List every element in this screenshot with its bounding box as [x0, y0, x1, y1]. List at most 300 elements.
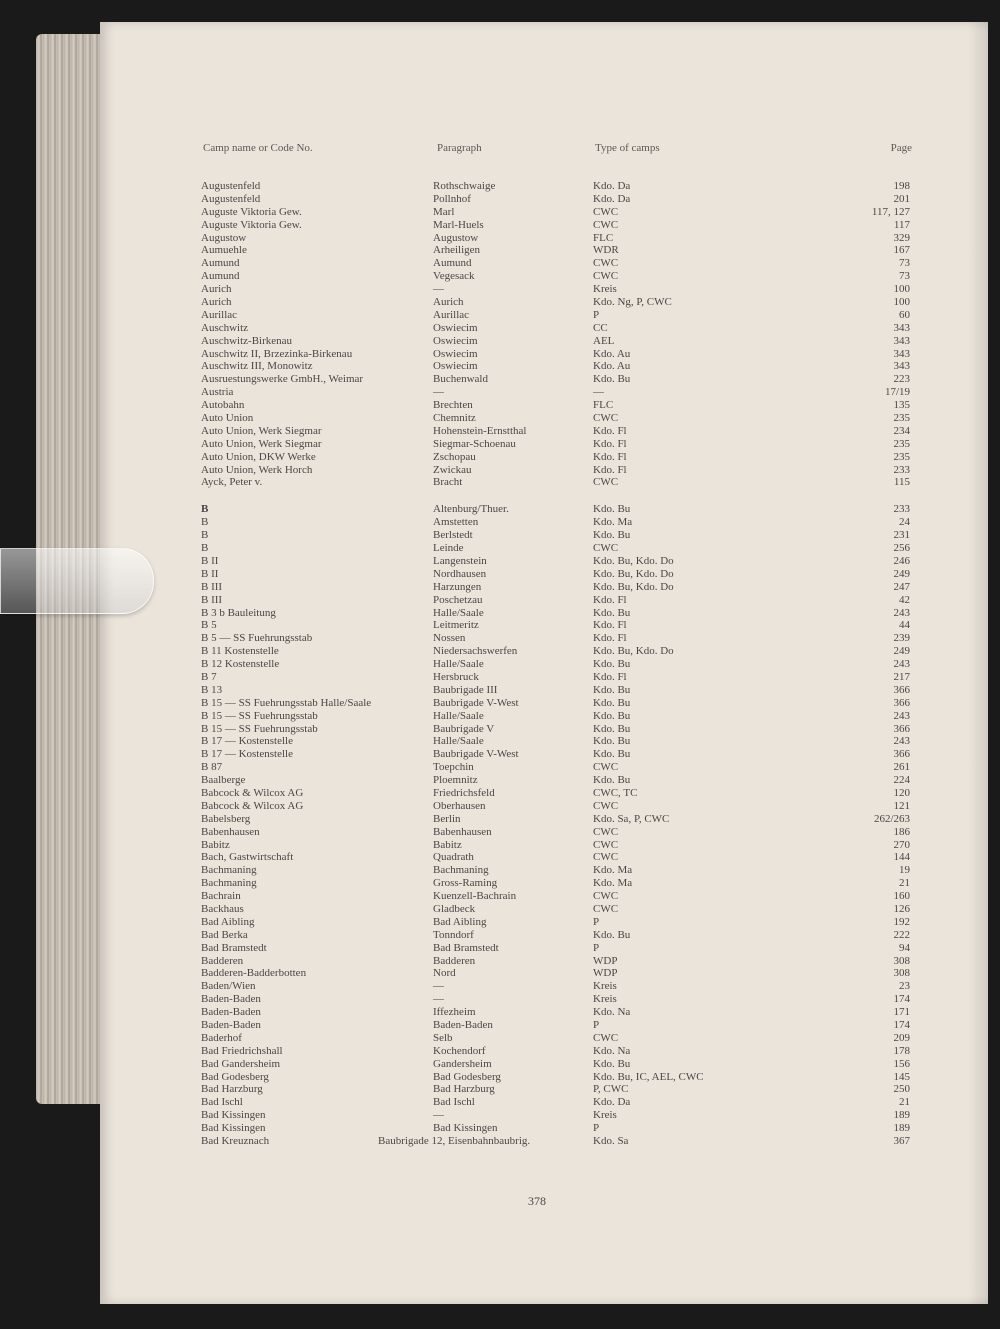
entry-page: 94: [899, 941, 910, 954]
entry-type: Kreis: [593, 283, 617, 296]
entry-type: Kdo. Bu: [593, 503, 631, 516]
entry-paragraph: Toepchin: [433, 761, 474, 774]
entry-camp-name: Aurich: [201, 283, 232, 296]
entry-camp-name: Baderhof: [201, 1031, 242, 1044]
entry-type: Kdo. Bu: [593, 928, 631, 941]
entry-paragraph: Baubrigade III: [433, 683, 498, 696]
entry-type: Kdo. Da: [593, 1096, 631, 1109]
entry-page: 366: [893, 748, 910, 761]
entry-page: 189: [893, 1122, 910, 1135]
index-entry: [100, 993, 988, 1006]
entry-paragraph: Gross-Raming: [433, 877, 498, 890]
index-entry: [100, 723, 988, 736]
index-entry: [100, 710, 988, 723]
entry-page: 235: [893, 412, 910, 425]
entry-camp-name: B 11 Kostenstelle: [201, 645, 279, 658]
index-entry: [100, 451, 988, 464]
index-entry: [100, 386, 988, 399]
entry-paragraph: Tonndorf: [433, 928, 474, 941]
entry-type: CWC: [593, 761, 619, 774]
entry-type: Kdo. Fl: [593, 437, 627, 450]
entry-paragraph: Bracht: [433, 476, 463, 489]
entry-page: 209: [893, 1031, 910, 1044]
entry-camp-name: B 7: [201, 670, 217, 683]
entry-paragraph: —: [433, 993, 444, 1006]
entry-type: Kdo. Ng, P, CWC: [593, 296, 672, 309]
index-entry: [100, 1006, 988, 1019]
entry-page: 249: [893, 567, 910, 580]
entry-camp-name: B 5 — SS Fuehrungsstab: [201, 632, 313, 645]
entry-type: WDR: [593, 244, 619, 257]
entry-paragraph: Halle/Saale: [433, 735, 484, 748]
entry-paragraph: Gladbeck: [433, 902, 476, 915]
entry-page: 243: [893, 606, 910, 619]
entry-page: 198: [893, 180, 910, 192]
entry-camp-name: B 15 — SS Fuehrungsstab Halle/Saale: [201, 696, 372, 709]
entry-camp-name: Augustenfeld: [201, 192, 261, 205]
index-entry: [100, 980, 988, 993]
entry-page: 186: [893, 825, 910, 838]
index-entry: [100, 1071, 988, 1084]
entry-paragraph: Zschopau: [433, 450, 476, 463]
entry-page: 247: [893, 580, 910, 593]
entry-page: 192: [893, 915, 910, 928]
entry-paragraph: Baubrigade V: [433, 722, 495, 735]
entry-page: 343: [893, 321, 910, 334]
entry-page: 42: [899, 593, 910, 606]
index-entry: [100, 296, 988, 309]
entry-paragraph: Halle/Saale: [433, 709, 484, 722]
index-entry: [100, 813, 988, 826]
entry-page: 145: [893, 1070, 910, 1083]
entry-camp-name: Aurillac: [201, 308, 238, 321]
entry-paragraph: Harzungen: [433, 580, 482, 593]
column-headers: [100, 142, 988, 158]
entry-camp-name: Backhaus: [201, 902, 244, 915]
entry-page: 174: [893, 993, 910, 1006]
entry-camp-name: Babitz: [201, 838, 230, 851]
entry-page: 117: [893, 218, 910, 231]
section-gap: [100, 489, 988, 503]
entry-paragraph: Rothschwaige: [433, 180, 496, 192]
index-entry: [100, 270, 988, 283]
index-entry: [100, 1032, 988, 1045]
entry-page: 126: [893, 902, 910, 915]
entry-page: 19: [899, 864, 910, 877]
entry-camp-name: B 17 — Kostenstelle: [201, 748, 293, 761]
entry-paragraph: Marl: [433, 205, 455, 218]
entry-page: 21: [899, 1096, 910, 1109]
entry-paragraph: Zwickau: [433, 463, 472, 476]
entry-page: 60: [899, 308, 910, 321]
entry-camp-name: Bad Godesberg: [201, 1070, 269, 1083]
entry-paragraph: Augustow: [433, 231, 479, 244]
entry-camp-name: B II: [201, 567, 219, 580]
entry-page: 201: [893, 192, 910, 205]
entry-camp-name: Augustenfeld: [201, 180, 261, 192]
entry-type: Kdo. Bu: [593, 529, 631, 542]
entry-page: 262/263: [873, 812, 910, 825]
entry-paragraph: Nordhausen: [433, 567, 487, 580]
entry-paragraph: Bad Godesberg: [433, 1070, 501, 1083]
entry-page: 167: [893, 244, 910, 257]
entry-camp-name: Aumund: [201, 270, 240, 283]
entry-page: 366: [893, 683, 910, 696]
index-entry: [100, 322, 988, 335]
index-entry: [100, 257, 988, 270]
entry-paragraph: —: [433, 386, 444, 399]
entry-camp-name: Badderen-Badderbotten: [201, 967, 307, 980]
entry-type: Kdo. Na: [593, 1006, 631, 1019]
entry-type: Kdo. Sa, P, CWC: [593, 812, 670, 825]
entry-paragraph: Babitz: [433, 838, 462, 851]
entry-page: 17/19: [884, 386, 910, 399]
entry-type: Kdo. Bu: [593, 748, 631, 761]
entry-page: 235: [893, 450, 910, 463]
entry-camp-name: B 15 — SS Fuehrungsstab: [201, 722, 318, 735]
index-entry: [100, 542, 988, 555]
entry-type: Kdo. Fl: [593, 593, 627, 606]
index-entry: [100, 1045, 988, 1058]
entry-type: Kdo. Bu: [593, 735, 631, 748]
entry-camp-name: Bad Aibling: [201, 915, 255, 928]
entry-camp-name: Bad Harzburg: [201, 1083, 263, 1096]
entry-page: 250: [893, 1083, 910, 1096]
entry-camp-name: Auto Union, Werk Siegmar: [201, 424, 322, 437]
entry-camp-name: Babcock & Wilcox AG: [201, 799, 304, 812]
entry-paragraph: Halle/Saale: [433, 658, 484, 671]
index-entry: [100, 774, 988, 787]
entry-page: 135: [893, 399, 910, 412]
entry-page: 171: [893, 1006, 910, 1019]
entry-type: Kdo. Fl: [593, 619, 627, 632]
entry-page: 233: [893, 503, 910, 516]
index-entry: [100, 864, 988, 877]
entry-type: CWC: [593, 1031, 619, 1044]
entry-page: 224: [893, 774, 910, 787]
index-entry: [100, 180, 988, 193]
entry-page: 178: [893, 1044, 910, 1057]
entry-type: CWC: [593, 218, 619, 231]
entry-camp-name: B: [201, 529, 209, 542]
entry-type: P: [593, 1122, 600, 1135]
entry-type: Kdo. Bu, IC, AEL, CWC: [593, 1070, 704, 1083]
entry-type: Kreis: [593, 1109, 617, 1122]
entry-camp-name: Austria: [201, 386, 234, 399]
entry-type: Kreis: [593, 993, 617, 1006]
entry-page: 308: [893, 967, 910, 980]
index-entry: [100, 903, 988, 916]
entry-type: Kdo. Fl: [593, 632, 627, 645]
entry-camp-name: Aurich: [201, 296, 232, 309]
entry-paragraph: Vegesack: [433, 270, 475, 283]
entry-paragraph: Leitmeritz: [433, 619, 479, 632]
entry-page: 217: [893, 670, 910, 683]
entry-paragraph: Berlin: [433, 812, 461, 825]
entry-paragraph: Pollnhof: [433, 192, 471, 205]
entry-camp-name: Auschwitz: [201, 321, 249, 334]
index-entry: [100, 193, 988, 206]
entry-type: CWC: [593, 205, 619, 218]
index-entry: [100, 1096, 988, 1109]
index-entry: [100, 399, 988, 412]
entry-page: 366: [893, 696, 910, 709]
index-entry: [100, 568, 988, 581]
entry-page: 73: [899, 257, 910, 270]
entry-paragraph: Niedersachswerfen: [433, 645, 518, 658]
index-entry: [100, 348, 988, 361]
entry-type: Kdo. Bu: [593, 774, 631, 787]
entry-paragraph: Chemnitz: [433, 412, 476, 425]
page-holder-clip: [0, 548, 154, 614]
entry-page: 343: [893, 334, 910, 347]
entry-type: Kdo. Bu, Kdo. Do: [593, 645, 674, 658]
entry-paragraph: Siegmar-Schoenau: [433, 437, 516, 450]
entry-paragraph: Aurich: [433, 296, 464, 309]
header-page: Page: [890, 142, 912, 154]
index-entry: [100, 244, 988, 257]
entry-page: 160: [893, 890, 910, 903]
document-page: [100, 22, 988, 1304]
index-entry: [100, 839, 988, 852]
entry-paragraph: Langenstein: [433, 554, 487, 567]
entry-type: CWC: [593, 476, 619, 489]
entry-paragraph: Baden-Baden: [433, 1019, 493, 1031]
entry-type: Kdo. Fl: [593, 463, 627, 476]
entry-page: 189: [893, 1109, 910, 1122]
entry-type: WDP: [593, 967, 618, 980]
entry-paragraph: Oswiecim: [433, 321, 478, 334]
entry-camp-name: Baden/Wien: [201, 980, 256, 993]
entry-camp-name: Babcock & Wilcox AG: [201, 786, 304, 799]
entry-paragraph: Leinde: [433, 542, 464, 555]
entry-page: 73: [899, 270, 910, 283]
entry-paragraph: Brechten: [433, 399, 473, 412]
entry-type: P, CWC: [593, 1083, 629, 1096]
entry-camp-name: Bad Kreuznach: [201, 1135, 270, 1148]
entry-type: Kdo. Da: [593, 192, 631, 205]
entry-page: 174: [893, 1019, 910, 1031]
entry-type: Kdo. Bu, Kdo. Do: [593, 554, 674, 567]
entry-paragraph: Baubrigade 12, Eisenbahnbaubrig.: [378, 1135, 531, 1148]
entry-page: 120: [893, 786, 910, 799]
entry-camp-name: Aumuehle: [201, 244, 247, 257]
entry-camp-name: Auschwitz III, Monowitz: [201, 360, 313, 373]
entry-camp-name: Auschwitz II, Brzezinka-Birkenau: [201, 347, 353, 360]
index-entry: [100, 581, 988, 594]
entry-camp-name: B 15 — SS Fuehrungsstab: [201, 709, 318, 722]
index-entry: [100, 476, 988, 489]
entry-type: P: [593, 308, 600, 321]
entry-type: FLC: [593, 399, 614, 412]
entry-camp-name: Babelsberg: [201, 812, 251, 825]
entry-paragraph: Buchenwald: [433, 373, 488, 386]
entry-page: 239: [893, 632, 910, 645]
entry-type: Kdo. Au: [593, 360, 631, 373]
entry-camp-name: B 12 Kostenstelle: [201, 658, 280, 671]
entry-paragraph: Arheiligen: [433, 244, 481, 257]
entry-type: Kdo. Bu: [593, 658, 631, 671]
entry-type: CC: [593, 321, 608, 334]
index-entry: [100, 826, 988, 839]
entry-paragraph: Oberhausen: [433, 799, 486, 812]
index-entry: [100, 373, 988, 386]
entry-page: 100: [893, 296, 910, 309]
entry-camp-name: Auguste Viktoria Gew.: [201, 205, 302, 218]
index-entry: [100, 438, 988, 451]
entry-type: AEL: [593, 334, 615, 347]
entry-page: 343: [893, 360, 910, 373]
entry-camp-name: Bachmaning: [201, 877, 257, 890]
entry-type: Kdo. Na: [593, 1044, 631, 1057]
index-entry: [100, 748, 988, 761]
index-entry: [100, 232, 988, 245]
entry-camp-name: Auto Union, Werk Siegmar: [201, 437, 322, 450]
entry-page: 246: [893, 554, 910, 567]
entry-camp-name: Auto Union, Werk Horch: [201, 463, 313, 476]
entry-page: 121: [893, 799, 910, 812]
entry-paragraph: Baubrigade V-West: [433, 748, 519, 761]
entry-type: P: [593, 941, 600, 954]
page-number: 378: [528, 1194, 546, 1208]
entry-type: WDP: [593, 954, 618, 967]
index-entry: [100, 619, 988, 632]
entry-type: —: [593, 386, 604, 399]
entry-page: 100: [893, 283, 910, 296]
entry-type: Kdo. Ma: [593, 516, 633, 529]
entry-camp-name: Baden-Baden: [201, 993, 261, 1006]
index-entry: [100, 607, 988, 620]
entry-paragraph: Aurillac: [433, 308, 470, 321]
entry-camp-name: Bad Kissingen: [201, 1122, 266, 1135]
entry-type: P: [593, 915, 600, 928]
index-entry: [100, 1019, 988, 1032]
entry-paragraph: —: [433, 1109, 444, 1122]
entry-page: 343: [893, 347, 910, 360]
index-entry: [100, 1122, 988, 1135]
index-entry: [100, 1083, 988, 1096]
entry-type: Kdo. Bu, Kdo. Do: [593, 580, 674, 593]
entry-paragraph: Nord: [433, 967, 456, 980]
index-entry: [100, 206, 988, 219]
entry-type: Kdo. Bu: [593, 1057, 631, 1070]
entry-type: Kdo. Ma: [593, 864, 633, 877]
entry-camp-name: B 17 — Kostenstelle: [201, 735, 293, 748]
entry-type: FLC: [593, 231, 614, 244]
entry-page: 367: [893, 1135, 910, 1148]
index-entry: [100, 632, 988, 645]
entry-page: 21: [899, 877, 910, 890]
entry-page: 117, 127: [871, 205, 910, 218]
index-entry: [100, 335, 988, 348]
entry-camp-name: Augustow: [201, 231, 247, 244]
entry-type: CWC: [593, 825, 619, 838]
index-entry: [100, 916, 988, 929]
entry-type: Kdo. Bu, Kdo. Do: [593, 567, 674, 580]
entry-type: Kdo. Fl: [593, 450, 627, 463]
entry-type: Kdo. Bu: [593, 696, 631, 709]
header-type-of-camps: Type of camps: [595, 142, 660, 154]
entry-paragraph: Iffezheim: [433, 1006, 476, 1019]
entry-paragraph: Oswiecim: [433, 334, 478, 347]
entry-paragraph: Halle/Saale: [433, 606, 484, 619]
entry-paragraph: Baubrigade V-West: [433, 696, 519, 709]
index-entry: [100, 942, 988, 955]
index-entry: [100, 851, 988, 864]
index-entry: [100, 283, 988, 296]
entry-camp-name: Auto Union: [201, 412, 254, 425]
entry-page: 243: [893, 658, 910, 671]
entry-type: Kdo. Bu: [593, 722, 631, 735]
entry-paragraph: Badderen: [433, 954, 476, 967]
entry-camp-name: B III: [201, 593, 223, 606]
index-entry: [100, 955, 988, 968]
entry-camp-name: B 13: [201, 683, 223, 696]
index-entry: [100, 1135, 988, 1148]
index-entry: [100, 360, 988, 373]
index-entry: [100, 555, 988, 568]
entry-page: 235: [893, 437, 910, 450]
camp-index-list: [100, 180, 988, 1148]
entry-page: 308: [893, 954, 910, 967]
entry-camp-name: Autobahn: [201, 399, 245, 412]
entry-camp-name: B 87: [201, 761, 223, 774]
entry-page: 23: [899, 980, 910, 993]
entry-paragraph: Hohenstein-Ernstthal: [433, 424, 527, 437]
entry-paragraph: Kochendorf: [433, 1044, 486, 1057]
entry-page: 261: [893, 761, 910, 774]
entry-paragraph: Quadrath: [433, 851, 474, 864]
entry-paragraph: Altenburg/Thuer.: [433, 503, 509, 516]
index-entry: [100, 877, 988, 890]
entry-camp-name: Bad Friedrichshall: [201, 1044, 283, 1057]
entry-type: P: [593, 1019, 600, 1031]
entry-camp-name: Ausruestungswerke GmbH., Weimar: [201, 373, 364, 386]
entry-camp-name: Baden-Baden: [201, 1019, 261, 1031]
index-entry: [100, 503, 988, 516]
entry-camp-name: B: [201, 503, 209, 516]
entry-camp-name: Ayck, Peter v.: [201, 476, 263, 489]
entry-type: CWC: [593, 890, 619, 903]
entry-page: 243: [893, 709, 910, 722]
entry-type: CWC: [593, 542, 619, 555]
index-entry: [100, 594, 988, 607]
entry-camp-name: B III: [201, 580, 223, 593]
entry-camp-name: B 3 b Bauleitung: [201, 606, 276, 619]
entry-camp-name: Bad Berka: [201, 928, 248, 941]
entry-type: Kdo. Fl: [593, 670, 627, 683]
entry-paragraph: Selb: [433, 1031, 453, 1044]
entry-camp-name: Auto Union, DKW Werke: [201, 450, 316, 463]
entry-camp-name: Bad Kissingen: [201, 1109, 266, 1122]
entry-paragraph: Bad Ischl: [433, 1096, 475, 1109]
index-entry: [100, 890, 988, 903]
entry-paragraph: Hersbruck: [433, 670, 479, 683]
entry-type: CWC: [593, 270, 619, 283]
entry-type: CWC, TC: [593, 786, 638, 799]
index-entry: [100, 1109, 988, 1122]
entry-type: Kdo. Bu: [593, 709, 631, 722]
entry-page: 234: [893, 424, 910, 437]
entry-paragraph: Nossen: [433, 632, 466, 645]
entry-page: 243: [893, 735, 910, 748]
entry-paragraph: Aumund: [433, 257, 472, 270]
entry-paragraph: Friedrichsfeld: [433, 786, 495, 799]
entry-page: 115: [893, 476, 910, 489]
entry-camp-name: Bad Gandersheim: [201, 1057, 281, 1070]
index-entry: [100, 1058, 988, 1071]
entry-camp-name: Bachrain: [201, 890, 241, 903]
